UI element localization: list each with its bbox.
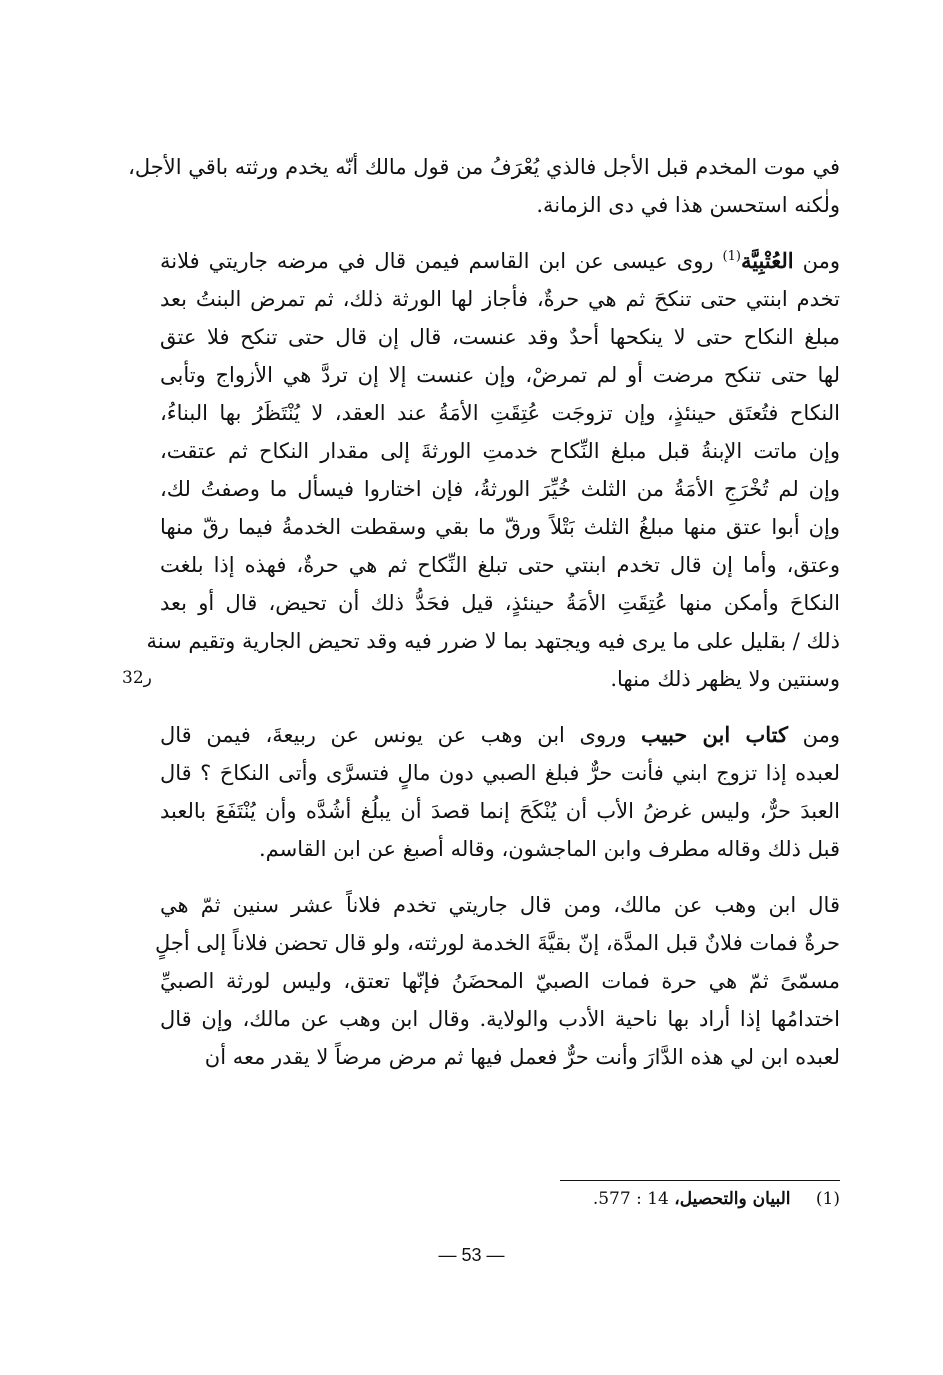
text-segment: العبدَ حرٌّ، وليس غرضُ الأب أن يُنْكَحَ إنما قصدَ أن يبلُغ أشُدَّه وأن يُنْتَفَعَ بالعبد <box>160 799 840 823</box>
text-line <box>160 584 840 622</box>
text-segment: وإن لم تُخْرَجِ الأمَةُ من الثلث خُيِّرَ الورثةُ، فإن اختاروا فيسأل ما وصفتُ لك، <box>160 477 840 501</box>
text-line <box>160 186 840 224</box>
text-segment: لها حتى تنكح مرضت أو لم تمرضْ، وإن عنست إلا إن تردَّ هي الأزواج وتأبى <box>160 363 840 387</box>
text-segment: حرةٌ فمات فلانٌ قبل المدَّة، إنّ بقيَّةَ الخدمة لورثته، ولو قال تحضن فلاناً إلى أجلٍ <box>154 931 840 955</box>
text-line <box>160 716 840 754</box>
page-number: — 53 — <box>438 1245 505 1265</box>
text-line <box>160 962 840 1000</box>
bold-source-title: كتاب ابن حبيب <box>641 722 788 747</box>
text-segment: ومن <box>793 249 840 273</box>
paragraph <box>146 242 840 698</box>
paragraph <box>154 886 840 1076</box>
text-line <box>160 394 840 432</box>
text-line <box>160 1000 840 1038</box>
text-segment: تخدم ابنتي حتى تنكحَ ثم هي حرةٌ، فأجاز لها الورثة ذلك، ثم تمرض البنتُ بعد <box>160 287 840 311</box>
text-segment: ومن <box>787 723 840 747</box>
text-segment: وسنتين ولا يظهر ذلك منها. <box>610 667 840 691</box>
text-segment: ولٰكنه استحسن هذا في دى الزمانة. <box>536 193 840 217</box>
text-segment: النكاحَ وأمكن منها عُتِقَتِ الأمَةُ حينئذٍ، قيل فحَدُّ ذلك أن تحيض، قال أو بعد <box>160 591 840 615</box>
text-segment: لعبده إذا تزوج ابني فأنت حرٌّ فبلغ الصبي دون مالٍ فتسرَّى وأتى النكاحَ ؟ قال <box>160 761 840 785</box>
bold-source-title: العُتْبِيَّة <box>740 248 794 273</box>
footnote <box>500 1185 840 1213</box>
text-line <box>154 924 840 962</box>
text-line <box>146 622 840 660</box>
text-line <box>160 432 840 470</box>
text-segment: وروى ابن وهب عن يونس عن ربيعةَ، فيمن قال <box>160 723 642 747</box>
text-segment: لعبده ابن لي هذه الدَّارَ وأنت حرٌّ فعمل فيها ثم مرض مرضاً لا يقدر معه أن <box>204 1045 840 1069</box>
text-line <box>160 318 840 356</box>
paragraph <box>128 148 840 224</box>
text-segment: ذلك / بقليل على ما يرى فيه ويجتهد بما لا ضرر فيه وقد تحيض الجارية وتقيم سنة <box>146 629 840 653</box>
footnote-separator <box>560 1180 840 1181</box>
text-segment: وإن أبوا عتق منها مبلغُ الثلث بَتْلاً ورقّ ما بقي وسقطت الخدمةُ فيما رقّ منها <box>160 515 840 539</box>
text-segment: قال ابن وهب عن مالك، ومن قال جاريتي تخدم فلاناً عشر سنين ثمّ هي <box>160 893 840 917</box>
text-line <box>160 546 840 584</box>
text-line <box>160 508 840 546</box>
footnote-number: (1) <box>815 1189 840 1209</box>
margin-folio-note: 32ر <box>122 668 152 688</box>
text-line <box>160 660 840 698</box>
text-segment: اختدامُها إذا أراد بها ناحية الأدب والولاية. وقال ابن وهب عن مالك، وإن قال <box>160 1007 840 1031</box>
text-line <box>128 148 840 186</box>
text-segment: مسمّىً ثمّ هي حرة فمات الصبيّ المحضَنُ فإنّها تعتق، وليس لورثة الصبيِّ <box>160 969 840 993</box>
text-line <box>160 1038 840 1076</box>
text-line <box>160 830 840 868</box>
footnote-reference: 14 : 577. <box>592 1189 669 1209</box>
text-line <box>160 280 840 318</box>
text-line <box>160 242 840 280</box>
footnote-marker: (1) <box>722 249 741 264</box>
text-segment: النكاح فتُعتَق حينئذٍ، وإن تزوجَت عُتِقَتِ الأمَةُ عند العقد، لا يُنْتَظَرُ بها البناءُ، <box>160 401 840 425</box>
text-segment: روى عيسى عن ابن القاسم فيمن قال في مرضه جاريتي فلانة <box>160 249 723 273</box>
text-segment: مبلغ النكاح حتى لا ينكحها أحدٌ وقد عنست، قال إن قال حتى تنكح فلا عتق <box>160 325 840 349</box>
text-line <box>160 792 840 830</box>
text-line <box>160 470 840 508</box>
text-line <box>160 356 840 394</box>
text-segment: وإن ماتت الإبنةُ قبل مبلغ النِّكاح خدمتِ الورثةَ إلى مقدار النكاح ثم عتقت، <box>160 439 840 463</box>
paragraph <box>160 716 840 868</box>
text-line <box>160 886 840 924</box>
text-line <box>160 754 840 792</box>
text-segment: قبل ذلك وقاله مطرف وابن الماجشون، وقاله أصبغ عن ابن القاسم. <box>259 837 840 861</box>
text-segment: وعتق، وأما إن قال تخدم ابنتي حتى تبلغ النِّكاح ثم هي حرةٌ، فهذه إذا بلغت <box>160 553 840 577</box>
footnote-source-title: البيان والتحصيل، <box>674 1189 791 1209</box>
text-segment: في موت المخدم قبل الأجل فالذي يُعْرَفُ من قول مالك أنّه يخدم ورثته باقي الأجل، <box>128 155 840 179</box>
